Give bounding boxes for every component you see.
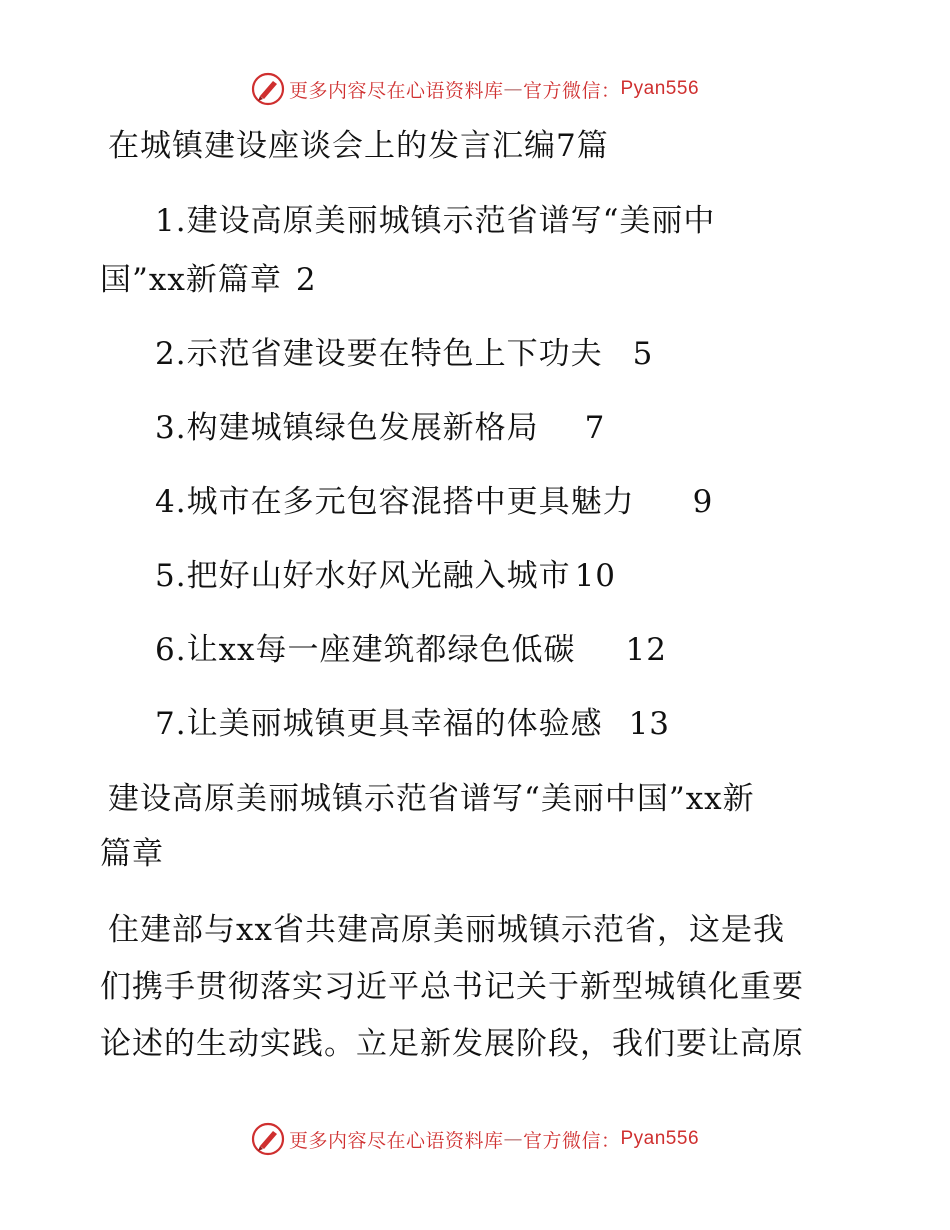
watermark-account: Pyan556	[620, 1128, 700, 1149]
watermark-separator: —	[503, 78, 523, 100]
toc-item-3-text: 3.构建城镇绿色发展新格局	[155, 410, 539, 446]
toc-item-2-text: 2.示范省建设要在特色上下功夫	[155, 336, 603, 372]
body-line-3: 论述的生动实践。立足新发展阶段，我们要让高原	[100, 1026, 804, 1062]
toc-item-5-page: 10	[574, 558, 617, 594]
toc-item-5	[155, 558, 616, 594]
watermark-label: 官方微信：	[522, 1129, 621, 1152]
toc-item-4-page: 9	[692, 484, 714, 520]
toc-item-2	[155, 336, 653, 372]
toc-item-6-page: 12	[625, 632, 667, 668]
watermark-separator: —	[503, 1128, 523, 1150]
body-line-2: 们携手贯彻落实习近平总书记关于新型城镇化重要	[100, 969, 804, 1005]
section-heading-line2: 篇章	[100, 836, 164, 872]
watermark-text: 更多内容尽在心语资料库	[288, 1129, 504, 1152]
pen-logo-icon	[251, 72, 285, 106]
toc-item-4-text: 4.城市在多元包容混搭中更具魅力	[155, 484, 635, 520]
footer-watermark	[0, 1122, 950, 1156]
toc-item-7	[155, 706, 670, 742]
toc-item-7-page: 13	[628, 706, 671, 742]
toc-item-4	[155, 484, 713, 520]
pen-logo-icon	[251, 1122, 285, 1156]
document-title: 在城镇建设座谈会上的发言汇编7篇	[108, 128, 609, 164]
watermark-text: 更多内容尽在心语资料库	[288, 79, 504, 102]
watermark-label: 官方微信：	[522, 79, 621, 102]
toc-item-3-page: 7	[584, 410, 606, 446]
toc-item-1-text: 国”xx新篇章	[100, 262, 282, 298]
toc-item-6	[155, 632, 667, 668]
toc-item-3	[155, 410, 605, 446]
body-line-1: 住建部与xx省共建高原美丽城镇示范省，这是我	[108, 912, 785, 948]
toc-item-1-line2	[100, 262, 317, 298]
section-heading-line1: 建设高原美丽城镇示范省谱写“美丽中国”xx新	[108, 781, 755, 817]
toc-item-7-text: 7.让美丽城镇更具幸福的体验感	[155, 706, 603, 742]
toc-item-1-page: 2	[295, 262, 317, 298]
toc-item-6-text: 6.让xx每一座建筑都绿色低碳	[155, 632, 576, 668]
header-watermark	[0, 72, 950, 106]
watermark-account: Pyan556	[620, 78, 700, 99]
toc-item-1-line1: 1.建设高原美丽城镇示范省谱写“美丽中	[155, 203, 716, 239]
toc-item-5-text: 5.把好山好水好风光融入城市	[155, 558, 571, 594]
toc-item-2-page: 5	[632, 336, 654, 372]
